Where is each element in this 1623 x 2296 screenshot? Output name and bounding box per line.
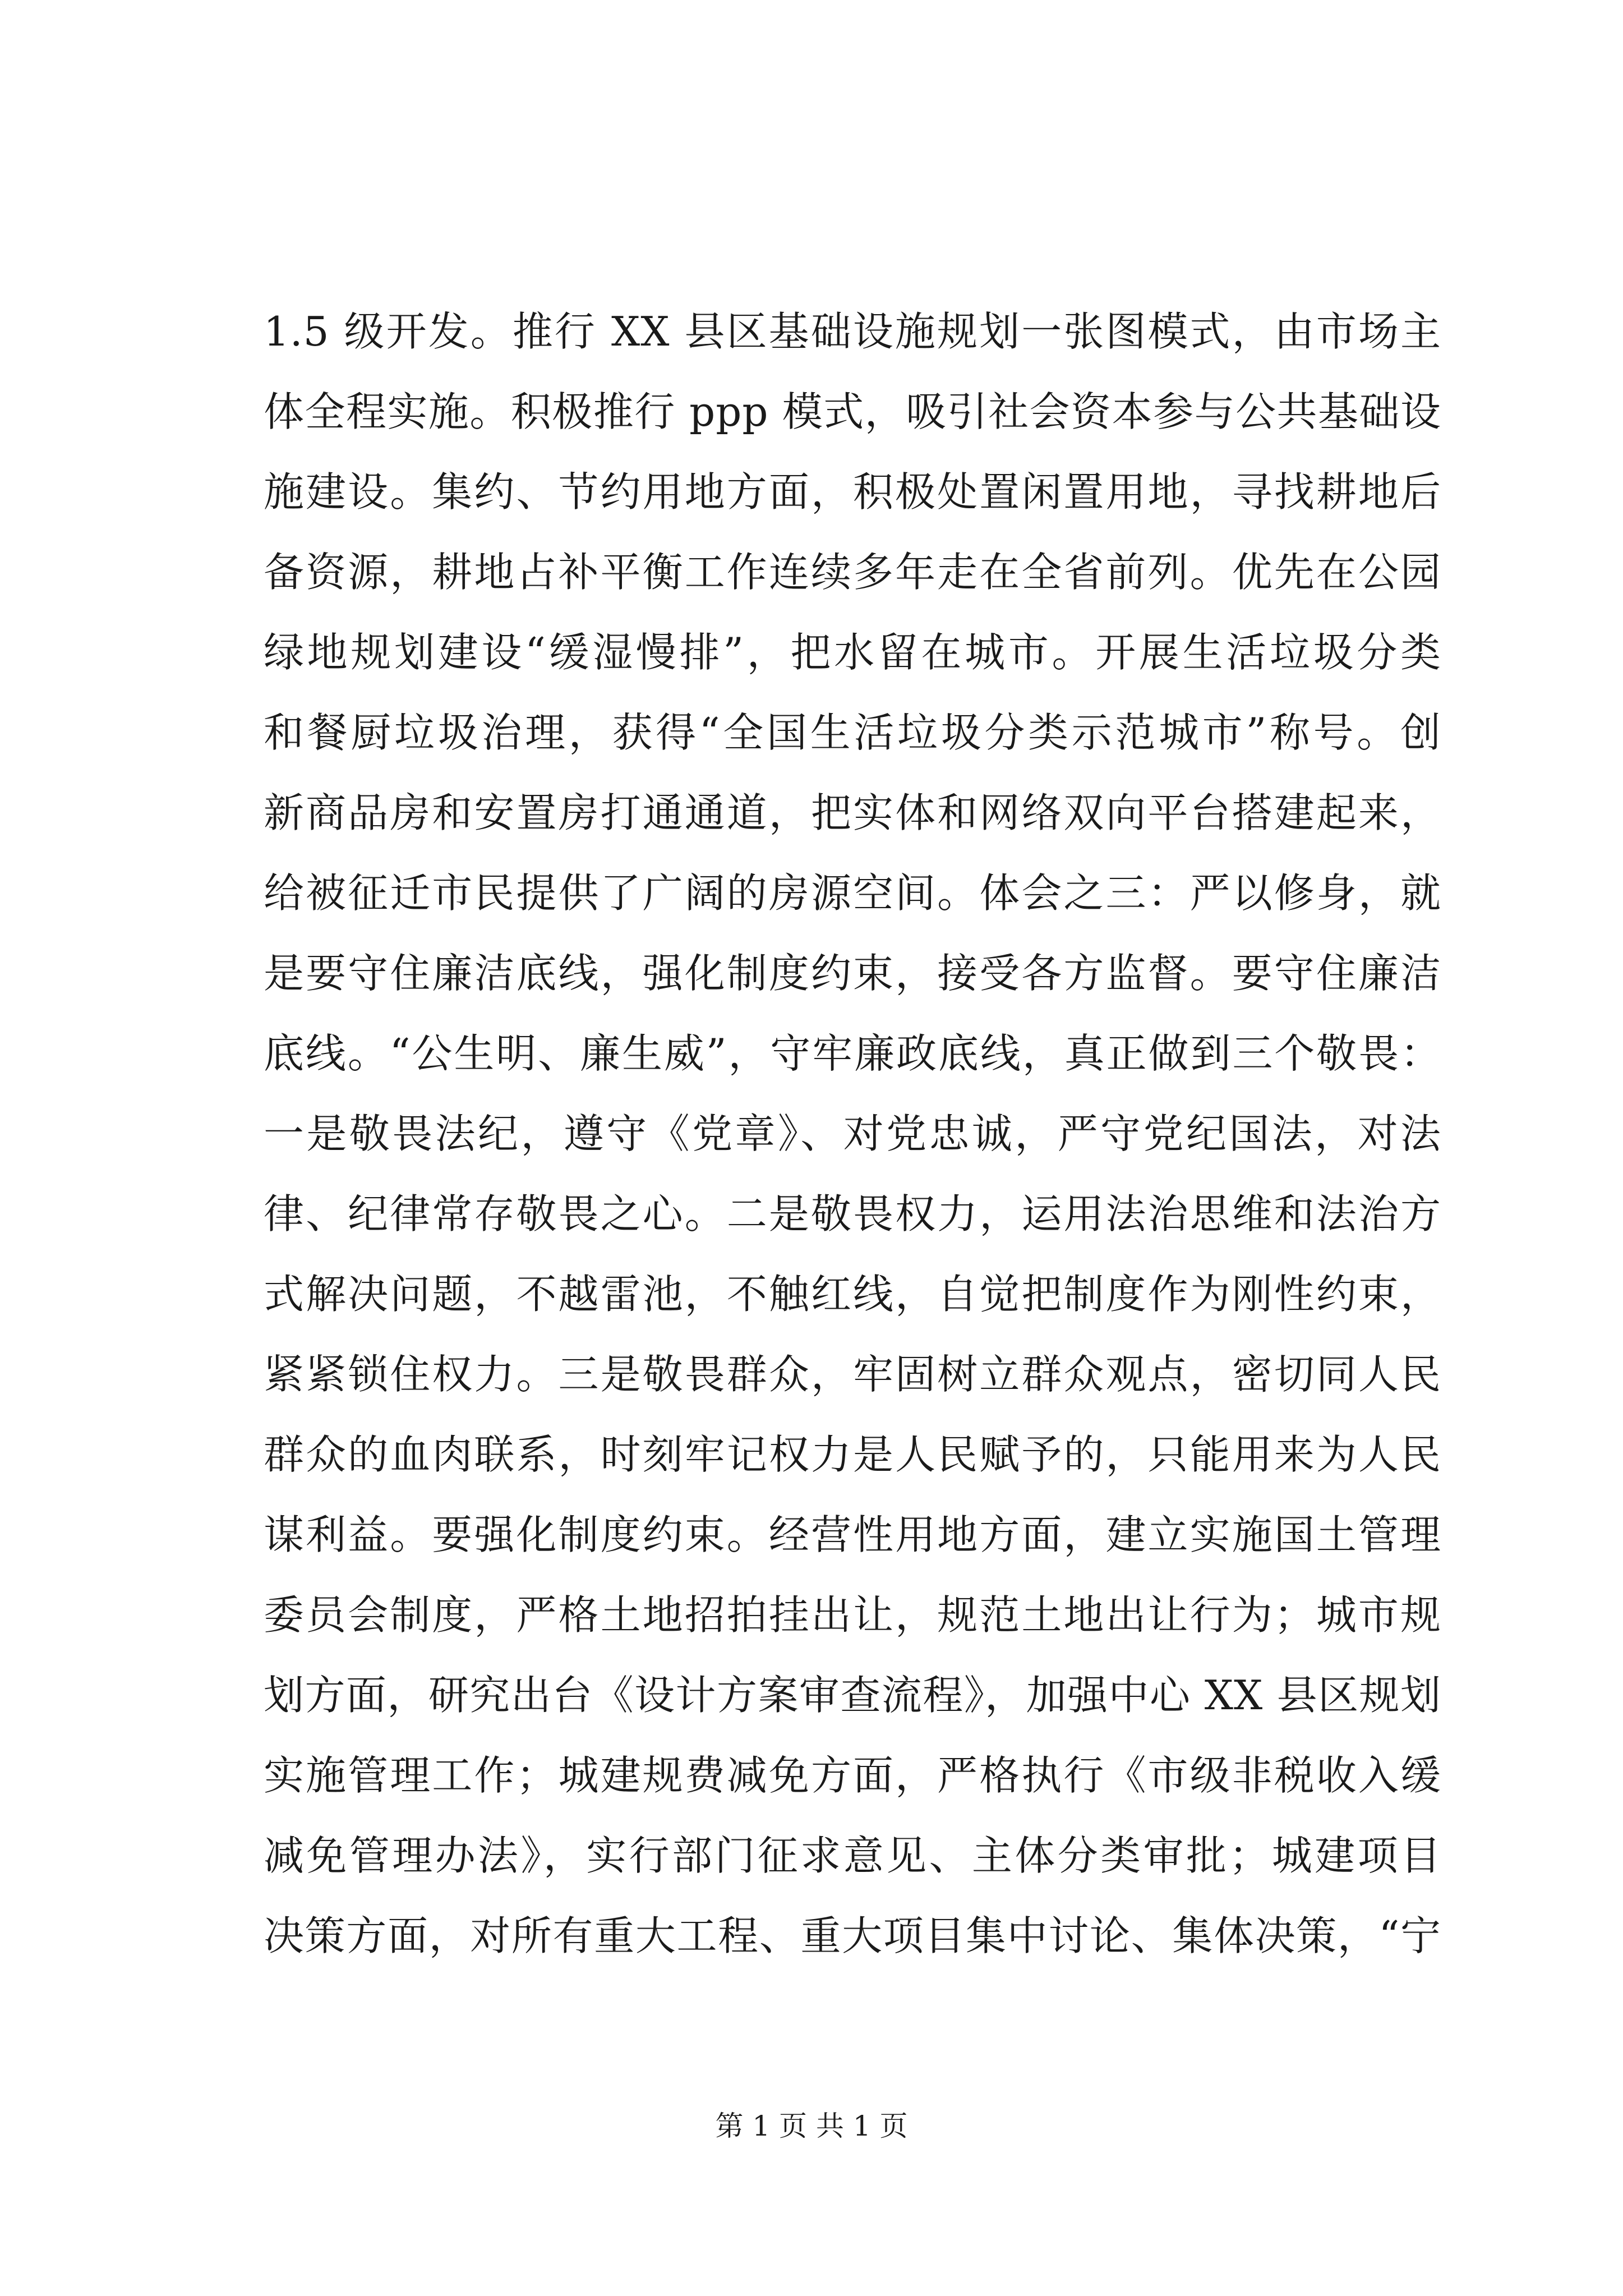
text-line: 新商品房和安置房打通通道，把实体和网络双向平台搭建起来， — [264, 789, 1441, 836]
text-line: 决策方面，对所有重大工程、重大项目集中讨论、集体决策，“宁 — [264, 1912, 1441, 1959]
text-line: 给被征迁市民提供了广阔的房源空间。体会之三：严以修身，就 — [264, 869, 1441, 917]
text-line: 减免管理办法》，实行部门征求意见、主体分类审批；城建项目 — [264, 1832, 1441, 1879]
text-line: 施建设。集约、节约用地方面，积极处置闲置用地，寻找耕地后 — [264, 468, 1441, 516]
text-line: 1.5 级开发。推行 XX 县区基础设施规划一张图模式，由市场主 — [264, 308, 1441, 355]
text-line: 备资源，耕地占补平衡工作连续多年走在全省前列。优先在公园 — [264, 549, 1441, 596]
text-line: 划方面，研究出台《设计方案审查流程》，加强中心 XX 县区规划 — [264, 1672, 1441, 1719]
text-line: 式解决问题，不越雷池，不触红线，自觉把制度作为刚性约束， — [264, 1271, 1441, 1318]
text-line: 实施管理工作；城建规费减免方面，严格执行《市级非税收入缓 — [264, 1752, 1441, 1799]
text-line: 是要守住廉洁底线，强化制度约束，接受各方监督。要守住廉洁 — [264, 950, 1441, 997]
text-line: 紧紧锁住权力。三是敬畏群众，牢固树立群众观点，密切同人民 — [264, 1351, 1441, 1398]
body-text — [264, 292, 1441, 1976]
page-number-label: 第 1 页 共 1 页 — [715, 2110, 908, 2142]
text-line: 体全程实施。积极推行 ppp 模式，吸引社会资本参与公共基础设 — [264, 388, 1441, 435]
text-line: 和餐厨垃圾治理，获得“全国生活垃圾分类示范城市”称号。创 — [264, 709, 1441, 756]
text-line: 群众的血肉联系，时刻牢记权力是人民赋予的，只能用来为人民 — [264, 1431, 1441, 1478]
text-line: 委员会制度，严格土地招拍挂出让，规范土地出让行为；城市规 — [264, 1591, 1441, 1639]
text-line: 谋利益。要强化制度约束。经营性用地方面，建立实施国土管理 — [264, 1511, 1441, 1558]
text-line: 绿地规划建设“缓湿慢排”，把水留在城市。开展生活垃圾分类 — [264, 629, 1441, 676]
text-line: 律、纪律常存敬畏之心。二是敬畏权力，运用法治思维和法治方 — [264, 1190, 1441, 1237]
page-footer — [0, 2106, 1623, 2146]
text-line: 一是敬畏法纪，遵守《党章》、对党忠诚，严守党纪国法，对法 — [264, 1110, 1441, 1157]
text-line: 底线。“公生明、廉生威”，守牢廉政底线，真正做到三个敬畏： — [264, 1030, 1441, 1077]
